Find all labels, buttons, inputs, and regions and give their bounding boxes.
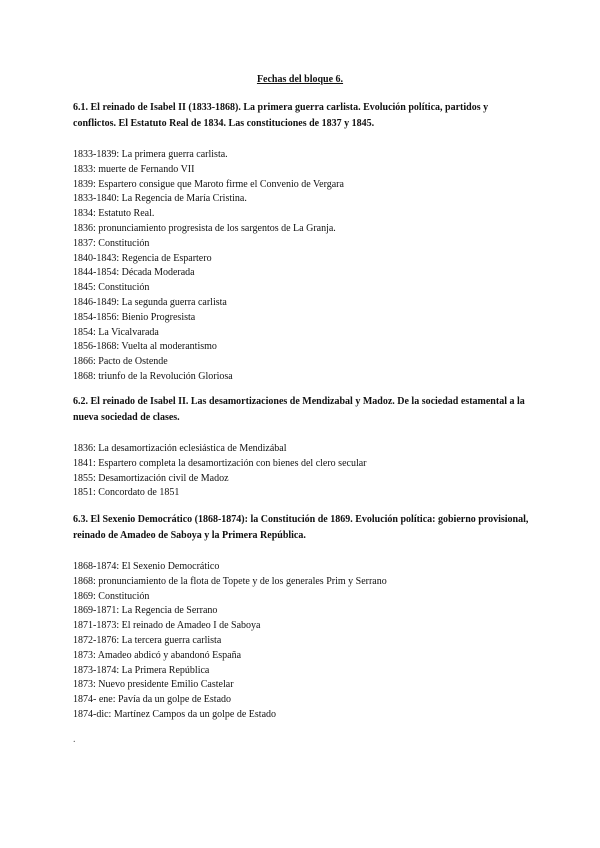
date-entry: 1854-1856: Bienio Progresista (73, 311, 196, 323)
document-title: Fechas del bloque 6. (256, 74, 344, 85)
date-entry: 1873: Amadeo abdicó y abandonó España (73, 649, 242, 661)
section-heading: 6.2. El reinado de Isabel II. Las desamortizaciones de Mendizabal y Madoz. De la sociedad estamental a la nueva sociedad de clases. (73, 396, 525, 423)
date-entry: 1866: Pacto de Ostende (73, 356, 168, 368)
date-entry: 1868: pronunciamiento de la flota de Topete y de los generales Prim y Serrano (73, 575, 387, 587)
date-entry: 1840-1843: Regencia de Espartero (73, 252, 212, 264)
date-entry: 1846-1849: La segunda guerra carlista (73, 296, 227, 308)
date-entry: 1856-1868: Vuelta al moderantismo (73, 341, 217, 353)
date-entry: 1873: Nuevo presidente Emilio Castelar (73, 679, 234, 691)
date-entry: 1869: Constitución (73, 590, 150, 602)
date-entry: 1868-1874: El Sexenio Democrático (73, 561, 220, 572)
date-list (73, 442, 533, 501)
date-entry: 1839: Espartero consigue que Maroto firme el Convenio de Vergara (73, 178, 344, 190)
section-6-1 (73, 100, 533, 385)
date-entry: 1874-dic: Martínez Campos da un golpe de Estado (73, 708, 277, 720)
date-entry: 1871-1873: El reinado de Amadeo I de Saboya (73, 620, 261, 632)
date-entry: 1837: Constitución (73, 237, 150, 249)
date-entry: 1833-1840: La Regencia de María Cristina. (73, 193, 247, 205)
date-entry: 1873-1874: La Primera República (73, 664, 210, 676)
date-entry: 1833: muerte de Fernando VII (73, 163, 195, 175)
date-entry: 1869-1871: La Regencia de Serrano (73, 605, 218, 617)
trailing-dot: . (73, 734, 76, 745)
date-list (73, 560, 533, 723)
date-entry: 1868: triunfo de la Revolución Gloriosa (73, 370, 233, 382)
date-entry: 1872-1876: La tercera guerra carlista (73, 634, 222, 646)
date-entry: 1833-1839: La primera guerra carlista. (73, 149, 228, 160)
section-heading: 6.1. El reinado de Isabel II (1833-1868). La primera guerra carlista. Evolución política, partidos y conflictos. El Estatuto Real de 1834. Las constituciones de 1837 y 1845. (73, 102, 489, 129)
date-entry: 1851: Concordato de 1851 (73, 487, 180, 499)
section-6-3 (73, 512, 533, 723)
date-entry: 1841: Espartero completa la desamortización con bienes del clero secular (73, 457, 367, 469)
date-list (73, 148, 533, 385)
date-entry: 1844-1854: Década Moderada (73, 267, 195, 279)
date-entry: 1845: Constitución (73, 282, 150, 294)
section-heading: 6.3. El Sexenio Democrático (1868-1874): la Constitución de 1869. Evolución política: gobierno provisional, reinado de Amadeo de Saboya y la Primera República. (73, 514, 529, 541)
date-entry: 1874- ene: Pavía da un golpe de Estado (73, 694, 232, 706)
date-entry: 1854: La Vicalvarada (73, 326, 159, 338)
date-entry: 1855: Desamortización civil de Madoz (73, 472, 229, 484)
date-entry: 1834: Estatuto Real. (73, 208, 155, 220)
date-entry: 1836: pronunciamiento progresista de los sargentos de La Granja. (73, 222, 336, 234)
section-6-2 (73, 394, 533, 501)
date-entry: 1836: La desamortización eclesiástica de Mendizábal (73, 443, 287, 454)
